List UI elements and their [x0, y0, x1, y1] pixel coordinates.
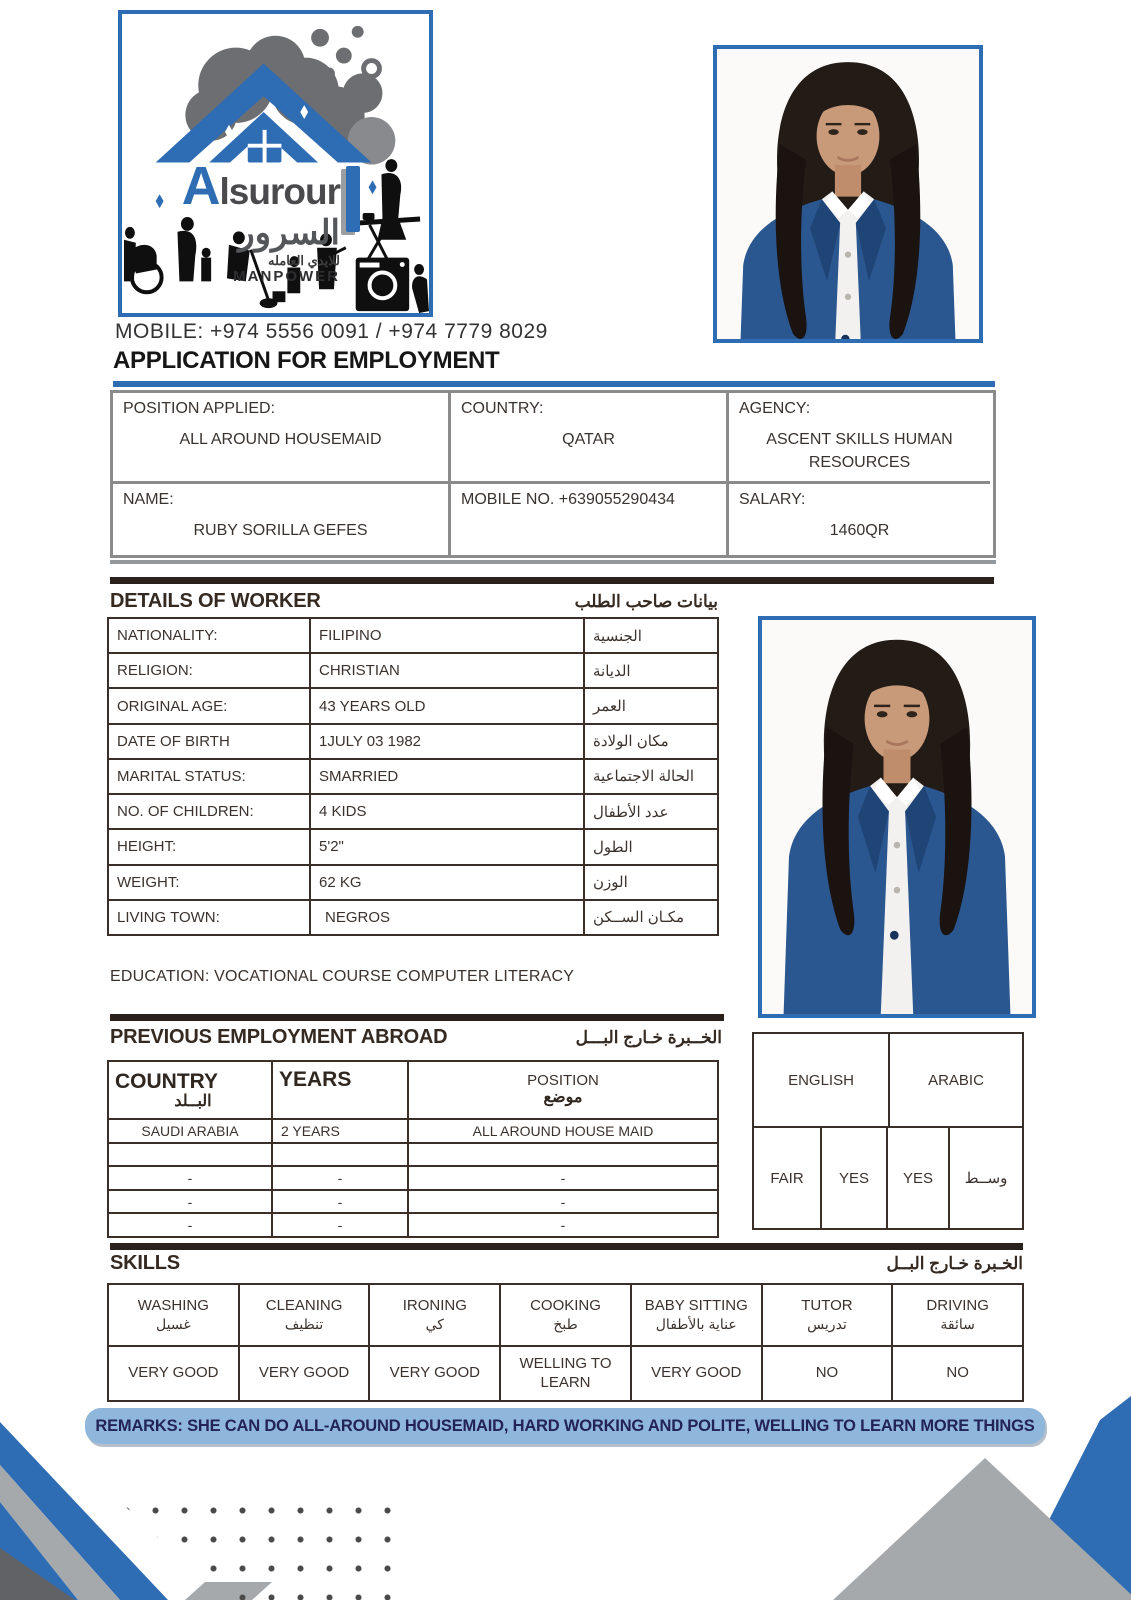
remarks-text: REMARKS: SHE CAN DO ALL-AROUND HOUSEMAID, HARD WORKING AND POLITE, WELLING TO LEARN MORE THINGS	[95, 1416, 1035, 1435]
name-cell	[113, 484, 451, 555]
employment-position: ALL AROUND HOUSE MAID	[472, 1122, 654, 1139]
salary-label: SALARY:	[739, 491, 806, 509]
children-value: 4 KIDS	[311, 795, 585, 828]
table-row	[109, 1214, 717, 1236]
previous-employment-table	[107, 1060, 719, 1238]
table-row	[109, 1144, 717, 1168]
living-town-arabic: مكـان الســكن	[593, 909, 685, 927]
country-label: COUNTRY:	[461, 400, 544, 417]
country-value: QATAR	[562, 431, 615, 448]
skill-cleaning-header	[240, 1285, 371, 1345]
skill-babysitting-value: VERY GOOD	[632, 1347, 763, 1400]
weight-value: 62 KG	[311, 866, 585, 899]
skill-name-arabic: تنظيف	[284, 1315, 324, 1332]
country-column-header	[109, 1062, 273, 1118]
agency-mobile-numbers: MOBILE: +974 5556 0091 / +974 7779 8029	[115, 320, 548, 343]
skills-title: SKILLS	[110, 1252, 180, 1274]
skills-section-heading	[110, 1252, 1023, 1275]
education-line: EDUCATION: VOCATIONAL COURSE COMPUTER LITERACY	[110, 968, 575, 985]
age-label: ORIGINAL AGE:	[109, 689, 311, 722]
employment-position	[409, 1144, 717, 1166]
applicant-photo-full	[758, 616, 1036, 1018]
divider-dark-3	[110, 1243, 1023, 1250]
table-row	[109, 866, 717, 901]
marital-status-value: SMARRIED	[311, 760, 585, 793]
marital-status-label: MARITAL STATUS:	[109, 760, 311, 793]
employment-section-heading	[110, 1026, 722, 1049]
nationality-arabic: الجنسية	[593, 627, 642, 645]
divider-dark-1	[110, 577, 994, 584]
skills-table	[107, 1283, 1024, 1402]
age-value: 43 YEARS OLD	[311, 689, 585, 722]
english-level: FAIR	[754, 1128, 822, 1228]
nationality-label: NATIONALITY:	[109, 619, 311, 652]
skill-cleaning-value: VERY GOOD	[240, 1347, 371, 1400]
skill-ironing-value: VERY GOOD	[370, 1347, 501, 1400]
weight-arabic: الوزن	[593, 874, 628, 892]
agency-tagline-arabic: للايدي العامله	[268, 252, 340, 268]
employment-country: -	[109, 1214, 273, 1236]
agency-brand-name-arabic: السرور	[238, 213, 340, 252]
details-title-arabic: بيانات صاحب الطلب	[574, 592, 718, 611]
table-row	[109, 619, 717, 654]
table-row	[109, 901, 717, 934]
agency-logo-text	[140, 156, 340, 285]
living-town-value: NEGROS	[311, 901, 585, 934]
name-value: RUBY SORILLA GEFES	[193, 522, 368, 540]
skill-name-arabic: تدريس	[807, 1315, 847, 1332]
table-row	[109, 760, 717, 795]
position-column-header	[409, 1062, 717, 1118]
employment-years: -	[273, 1214, 409, 1236]
marital-status-arabic: الحالة الاجتماعية	[593, 768, 695, 786]
weight-label: WEIGHT:	[109, 866, 311, 899]
language-header-row	[754, 1034, 1022, 1128]
agency-tagline: MANPOWER	[233, 267, 340, 285]
position-applied-label: POSITION APPLIED:	[123, 400, 276, 417]
position-applied-cell	[113, 393, 451, 484]
employment-title: PREVIOUS EMPLOYMENT ABROAD	[110, 1026, 448, 1048]
employment-country: SAUDI ARABIA	[109, 1120, 273, 1142]
application-summary-table	[110, 390, 996, 558]
living-town-label: LIVING TOWN:	[109, 901, 311, 934]
children-arabic: عدد الأطفال	[593, 803, 669, 821]
agency-brand-name: Alsurour	[181, 156, 340, 216]
arabic-header: ARABIC	[928, 1071, 984, 1089]
english-speak: YES	[822, 1128, 888, 1228]
details-of-worker-table	[107, 617, 719, 936]
skill-name: WASHING	[137, 1296, 209, 1314]
skill-name: BABY SITTING	[644, 1296, 748, 1314]
height-value: 5'2"	[311, 830, 585, 863]
skills-header-row	[109, 1285, 1022, 1347]
religion-value: CHRISTIAN	[311, 654, 585, 687]
table-row	[109, 1120, 717, 1144]
skill-driving-value: NO	[946, 1364, 969, 1382]
skill-name: DRIVING	[926, 1296, 989, 1314]
employment-years	[273, 1144, 409, 1166]
employment-country	[109, 1144, 273, 1166]
skill-name-arabic: طبخ	[553, 1315, 578, 1332]
religion-label: RELIGION:	[109, 654, 311, 687]
position-header-ar: موضع	[543, 1089, 583, 1107]
skill-name-arabic: عناية بالأطفال	[655, 1315, 737, 1332]
years-header: YEARS	[279, 1068, 352, 1091]
page-title: APPLICATION FOR EMPLOYMENT	[113, 347, 500, 374]
country-header-en: COUNTRY	[115, 1069, 219, 1093]
position-header-en: POSITION	[527, 1071, 599, 1089]
years-column-header	[273, 1062, 409, 1118]
agency-logo	[118, 10, 433, 317]
position-applied-value: ALL AROUND HOUSEMAID	[179, 431, 382, 448]
mobile-cell	[451, 484, 729, 555]
agency-label: AGENCY:	[739, 400, 811, 417]
skill-name-arabic: غسيل	[156, 1315, 191, 1332]
language-values-row	[754, 1128, 1022, 1228]
skill-name-arabic: كي	[425, 1315, 444, 1332]
skill-name-arabic: سائقة	[940, 1315, 975, 1332]
date-of-birth-value: 1JULY 03 1982	[311, 725, 585, 758]
title-underline	[113, 381, 995, 387]
table-row	[109, 830, 717, 865]
languages-table	[752, 1032, 1024, 1230]
employment-position: -	[560, 1193, 566, 1210]
agency-value: ASCENT SKILLS HUMAN RESOURCES	[766, 431, 953, 472]
arabic-speak: YES	[888, 1128, 950, 1228]
agency-cell	[729, 393, 990, 484]
nationality-value: FILIPINO	[311, 619, 585, 652]
employment-years: 2 YEARS	[273, 1120, 409, 1142]
arabic-level: وســط	[964, 1170, 1008, 1187]
english-header: ENGLISH	[754, 1034, 890, 1126]
date-of-birth-arabic: مكان الولادة	[593, 733, 669, 751]
skill-babysitting-header	[632, 1285, 763, 1345]
date-of-birth-label: DATE OF BIRTH	[109, 725, 311, 758]
skill-tutor-header	[763, 1285, 894, 1345]
height-label: HEIGHT:	[109, 830, 311, 863]
table-row	[109, 689, 717, 724]
remarks-banner	[85, 1408, 1045, 1444]
country-cell	[451, 393, 729, 484]
height-arabic: الطول	[593, 838, 633, 856]
table-row	[109, 1167, 717, 1191]
employment-header-row	[109, 1062, 717, 1120]
employment-years: -	[273, 1167, 409, 1189]
skill-washing-value: VERY GOOD	[109, 1347, 240, 1400]
applicant-photo-headshot	[713, 45, 983, 343]
name-label: NAME:	[123, 491, 174, 509]
table-row	[109, 654, 717, 689]
table-row	[109, 725, 717, 760]
salary-cell	[729, 484, 990, 555]
employment-country: -	[109, 1191, 273, 1213]
skill-name: IRONING	[402, 1296, 467, 1314]
employment-years: -	[273, 1191, 409, 1213]
skill-tutor-value: NO	[763, 1347, 894, 1400]
salary-value: 1460QR	[829, 522, 890, 540]
skill-cooking-value: WELLING TO LEARN	[501, 1347, 632, 1400]
skill-name: COOKING	[530, 1296, 601, 1314]
mobile-number-label: MOBILE NO. +639055290434	[461, 491, 675, 509]
religion-arabic: الديانة	[593, 662, 631, 680]
skill-washing-header	[109, 1285, 240, 1345]
employment-title-arabic: الخــبرة خـارج البـــل	[575, 1028, 722, 1047]
skill-driving-header	[893, 1285, 1022, 1345]
skill-cooking-header	[501, 1285, 632, 1345]
employment-position: -	[560, 1169, 566, 1186]
age-arabic: العمر	[593, 698, 626, 716]
skill-name: CLEANING	[265, 1296, 343, 1314]
children-label: NO. OF CHILDREN:	[109, 795, 311, 828]
table-row	[109, 795, 717, 830]
divider-dark-2	[110, 1014, 724, 1021]
divider-light	[110, 560, 996, 564]
table-row	[109, 1191, 717, 1215]
details-section-heading	[110, 590, 718, 613]
skill-ironing-header	[370, 1285, 501, 1345]
logo-alef-glyph	[346, 166, 360, 232]
country-header-ar: البــلد	[174, 1092, 212, 1110]
details-title: DETAILS OF WORKER	[110, 590, 321, 612]
employment-country: -	[109, 1167, 273, 1189]
skills-title-arabic: الخـبرة خـارج البــل	[886, 1254, 1023, 1273]
employment-position: -	[560, 1217, 566, 1234]
skill-name: TUTOR	[801, 1296, 853, 1314]
